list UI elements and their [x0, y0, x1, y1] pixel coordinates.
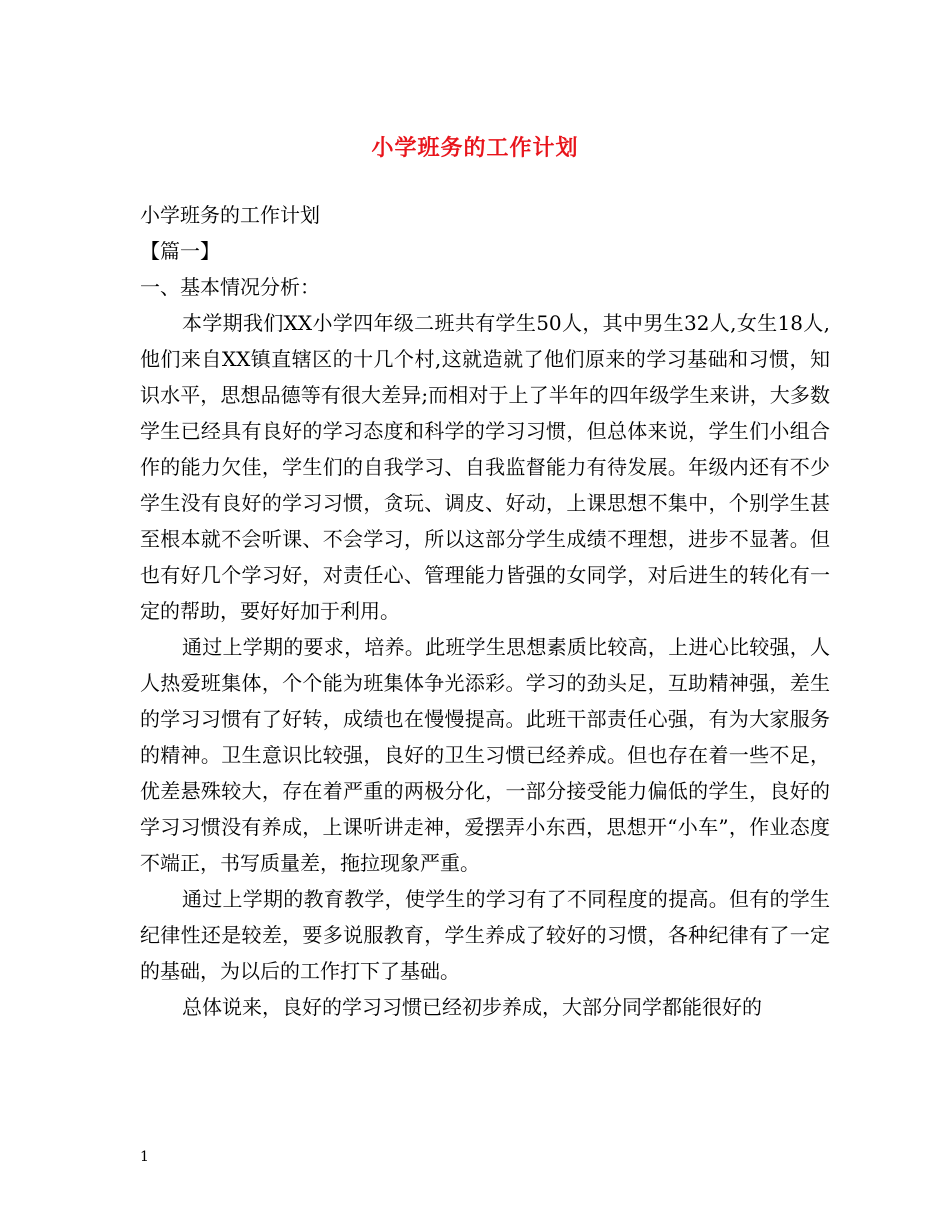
paragraph: 通过上学期的要求，培养。此班学生思想素质比较高，上进心比较强，人人热爱班集体，个个能为班集体争光添彩。学习的劲头足，互助精神强，差生的学习习惯有了好转，成绩也在慢慢提高。此班干部责任心强，有为大家服务的精神。卫生意识比较强，良好的卫生习惯已经养成。但也存在着一些不足，优差悬殊较大，存在着严重的两极分化，一部分接受能力偏低的学生，良好的学习习惯没有养成，上课听讲走神，爱摆弄小东西，思想开“小车”，作业态度不端正，书写质量差，拖拉现象严重。 — [140, 635, 830, 875]
subtitle-line: 小学班务的工作计划 — [140, 203, 320, 227]
document-body — [140, 197, 830, 1025]
paragraph: 本学期我们XX小学四年级二班共有学生50人，其中男生32人,女生18人,他们来自XX镇直辖区的十几个村,这就造就了他们原来的学习基础和习惯，知识水平，思想品德等有很大差异;而相对于上了半年的四年级学生来讲，大多数学生已经具有良好的学习态度和科学的学习习惯，但总体来说，学生们小组合作的能力欠佳，学生们的自我学习、自我监督能力有待发展。年级内还有不少学生没有良好的学习习惯，贪玩、调皮、好动，上课思想不集中，个别学生甚至根本就不会听课、不会学习，所以这部分学生成绩不理想，进步不显著。但也有好几个学习好，对责任心、管理能力皆强的女同学，对后进生的转化有一定的帮助，要好好加于利用。 — [140, 311, 830, 623]
document-title: 小学班务的工作计划 — [371, 135, 579, 161]
section-heading: 一、基本情况分析： — [140, 275, 320, 299]
section-marker: 【篇一】 — [140, 239, 220, 263]
page-number: 1 — [140, 1149, 149, 1165]
paragraph: 总体说来，良好的学习习惯已经初步养成，大部分同学都能很好的 — [182, 995, 762, 1019]
paragraph: 通过上学期的教育教学，使学生的学习有了不同程度的提高。但有的学生纪律性还是较差，要多说服教育，学生养成了较好的习惯，各种纪律有了一定的基础，为以后的工作打下了基础。 — [140, 887, 830, 983]
